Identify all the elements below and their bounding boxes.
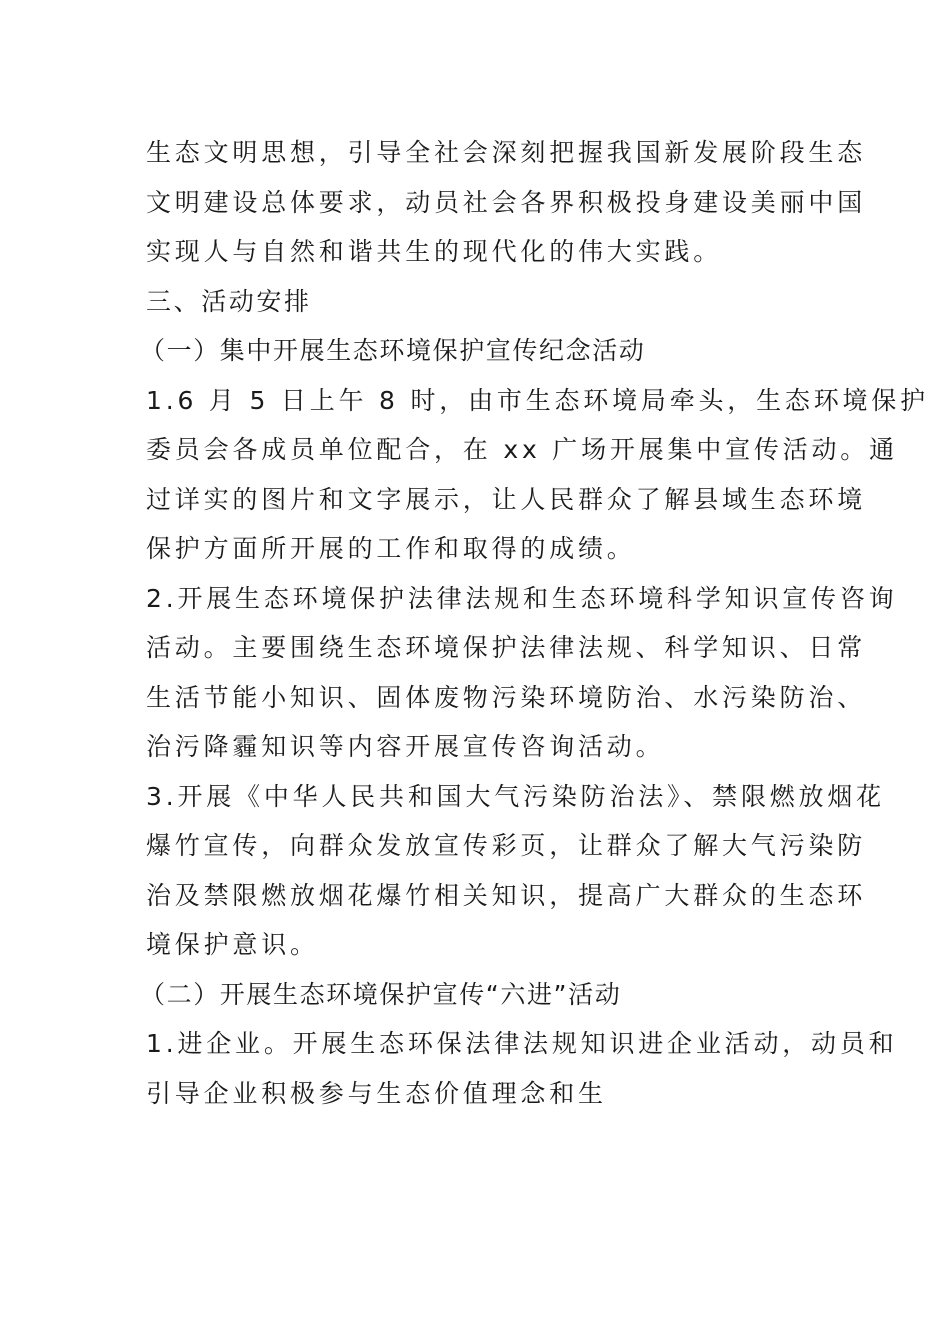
paragraph-line: 生态文明思想，引导全社会深刻把握我国新发展阶段生态 — [146, 138, 867, 167]
document-body — [140, 128, 929, 1118]
section-heading: 三、活动安排 — [146, 286, 312, 316]
paragraph-line: 委员会各成员单位配合，在 xx 广场开展集中宣传活动。通 — [146, 435, 898, 464]
subsection-heading: （一）集中开展生态环境保护宣传纪念活动 — [140, 336, 646, 365]
paragraph-line: 实现人与自然和谐共生的现代化的伟大实践。 — [146, 237, 723, 266]
paragraph-line: 过详实的图片和文字展示，让人民群众了解县域生态环境 — [146, 484, 867, 514]
paragraph-line: 爆竹宣传，向群众发放宣传彩页，让群众了解大气污染防 — [146, 831, 867, 860]
paragraph-line: 文明建设总体要求，动员社会各界积极投身建设美丽中国 — [146, 187, 867, 217]
paragraph-line: 2.开展生态环境保护法律法规和生态环境科学知识宣传咨询 — [146, 583, 898, 613]
paragraph-line: 3.开展《中华人民共和国大气污染防治法》、禁限燃放烟花 — [146, 781, 885, 811]
paragraph-line: 治及禁限燃放烟花爆竹相关知识，提高广大群众的生态环 — [146, 880, 867, 910]
paragraph-line: 治污降霾知识等内容开展宣传咨询活动。 — [146, 732, 665, 761]
subsection-heading: （二）开展生态环境保护宣传“六进”活动 — [140, 979, 622, 1009]
paragraph-line: 境保护意识。 — [146, 930, 319, 959]
paragraph-line: 引导企业积极参与生态价值理念和生 — [146, 1078, 607, 1108]
paragraph-line: 保护方面所开展的工作和取得的成绩。 — [146, 534, 636, 563]
paragraph-line: 1.6 月 5 日上午 8 时，由市生态环境局牵头，生态环境保护 — [146, 385, 929, 415]
paragraph-line: 生活节能小知识、固体废物污染环境防治、水污染防治、 — [146, 682, 867, 712]
paragraph-line: 1.进企业。开展生态环保法律法规知识进企业活动，动员和 — [146, 1029, 898, 1058]
paragraph-line: 活动。主要围绕生态环境保护法律法规、科学知识、日常 — [146, 633, 867, 662]
